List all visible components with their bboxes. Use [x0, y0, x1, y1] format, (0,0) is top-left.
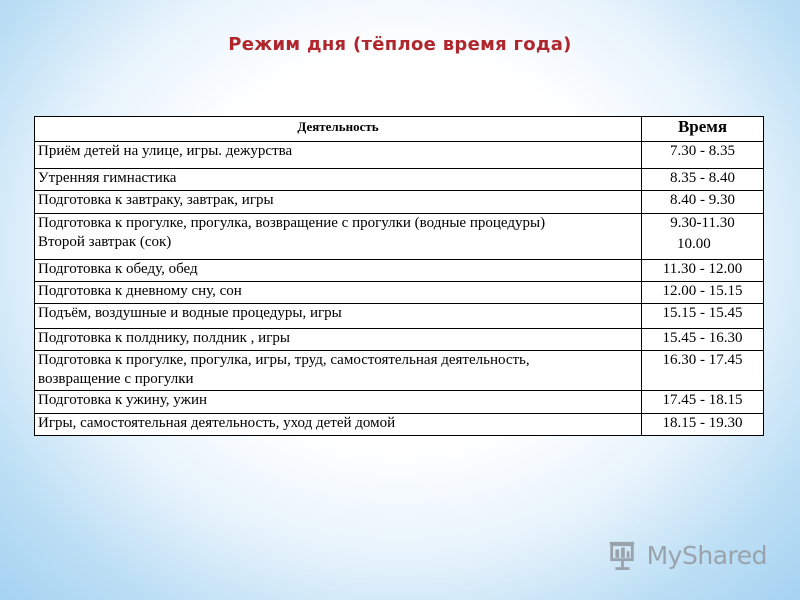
table-header-row: [35, 117, 764, 142]
table-row: [35, 260, 764, 282]
schedule-table: [34, 116, 764, 436]
time-cell: 8.40 - 9.30: [642, 191, 764, 214]
activity-cell: [35, 214, 642, 260]
table-row: [35, 142, 764, 169]
logo-text: MyShared: [646, 540, 767, 570]
activity-line: Подготовка к прогулке, прогулка, возвращение с прогулки (водные процедуры): [38, 215, 546, 231]
activity-line-2: возвращение с прогулки: [38, 371, 194, 387]
table-row: [35, 329, 764, 351]
activity-cell: Приём детей на улице, игры. дежурства: [35, 142, 642, 169]
time-cell: 7.30 - 8.35: [642, 142, 764, 169]
activity-cell: Подготовка к ужину, ужин: [35, 391, 642, 414]
activity-cell: Подготовка к полднику, полдник , игры: [35, 329, 642, 351]
time-line-2: 10.00: [677, 236, 711, 252]
header-activity: Деятельность: [35, 117, 642, 142]
table-row: [35, 169, 764, 191]
activity-cell: Подготовка к завтраку, завтрак, игры: [35, 191, 642, 214]
table-row: [35, 214, 764, 260]
activity-cell: Игры, самостоятельная деятельность, уход детей домой: [35, 414, 642, 436]
activity-line-2: Второй завтрак (сок): [38, 234, 172, 250]
presentation-screen-icon: [607, 538, 643, 572]
myshared-logo[interactable]: [607, 538, 767, 572]
time-line: 9.30-11.30: [670, 215, 735, 231]
table-row: [35, 414, 764, 436]
time-cell: 8.35 - 8.40: [642, 169, 764, 191]
activity-cell: [35, 351, 642, 391]
table-row: [35, 351, 764, 391]
table-row: [35, 282, 764, 304]
header-time: Время: [642, 117, 764, 142]
time-cell: 12.00 - 15.15: [642, 282, 764, 304]
activity-cell: Подготовка к дневному сну, сон: [35, 282, 642, 304]
activity-cell: Подготовка к обеду, обед: [35, 260, 642, 282]
table-row: [35, 191, 764, 214]
time-cell: 18.15 - 19.30: [642, 414, 764, 436]
time-cell: 17.45 - 18.15: [642, 391, 764, 414]
time-cell: 16.30 - 17.45: [642, 351, 764, 391]
time-cell: 11.30 - 12.00: [642, 260, 764, 282]
time-cell: 15.45 - 16.30: [642, 329, 764, 351]
table-row: [35, 304, 764, 329]
activity-line: Подготовка к прогулке, прогулка, игры, труд, самостоятельная деятельность,: [38, 352, 530, 368]
table-row: [35, 391, 764, 414]
activity-cell: Утренняя гимнастика: [35, 169, 642, 191]
page-title: Режим дня (тёплое время года): [228, 34, 572, 55]
activity-cell: Подъём, воздушные и водные процедуры, игры: [35, 304, 642, 329]
time-cell: 15.15 - 15.45: [642, 304, 764, 329]
time-cell: [642, 214, 764, 260]
